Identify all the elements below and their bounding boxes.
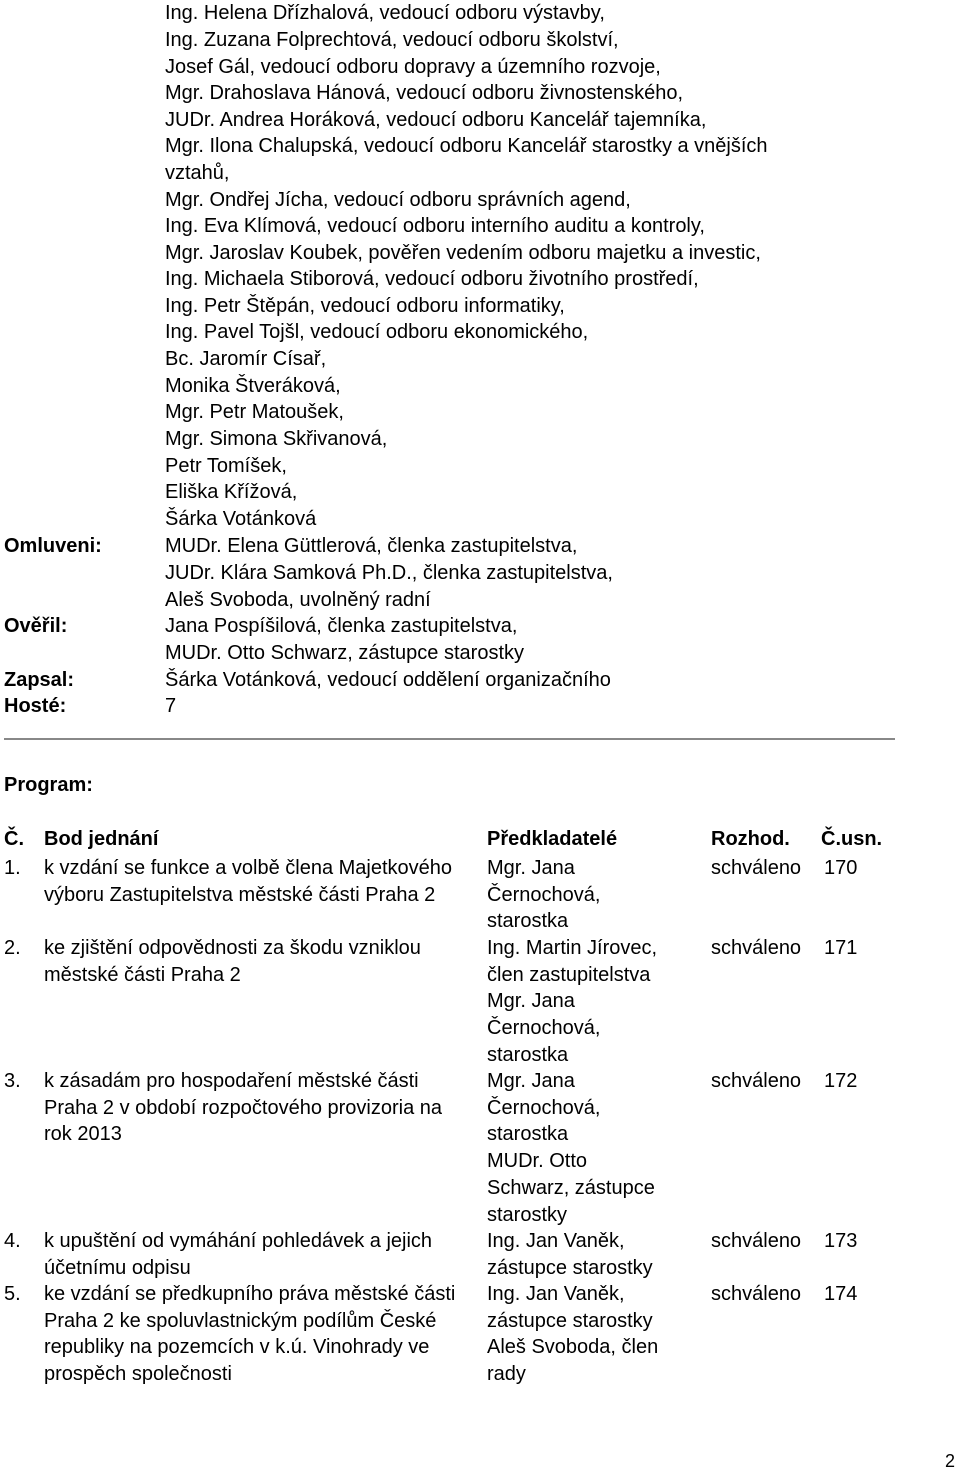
attendee-line: Bc. Jaromír Císař, [165, 348, 327, 370]
row-submitter-line: Aleš Svoboda, člen [487, 1336, 659, 1359]
row-submitter-line: Mgr. Jana [487, 1070, 575, 1092]
attendee-line: Šárka Votánková [165, 508, 317, 530]
row-submitter-line: zástupce starostky [487, 1309, 653, 1332]
row-resolution: 174 [824, 1283, 858, 1305]
attendee-line: Petr Tomíšek, [165, 455, 287, 477]
row-resolution: 170 [824, 857, 858, 879]
attendee-line: Mgr. Jaroslav Koubek, pověřen vedením odboru majetku a investic, [165, 242, 761, 264]
row-submitter-line: Černochová, [487, 1017, 601, 1040]
row-submitter-line: Mgr. Jana [487, 990, 575, 1013]
row-item: ke vzdání se předkupního práva městské části Praha 2 ke spoluvlastnickým podílům České republiky na pozemcích v k.ú. Vinohrady ve prospěch společnosti [44, 1283, 456, 1386]
page-number: 2 [945, 1451, 956, 1471]
guests-label: Hosté: [4, 695, 67, 717]
attendee-line: Ing. Zuzana Folprechtová, vedoucí odboru školství, [165, 29, 619, 51]
row-resolution: 171 [824, 937, 858, 959]
guests-count: 7 [165, 695, 177, 717]
row-decision: schváleno [711, 857, 802, 879]
attendee-line: Mgr. Simona Skřivanová, [165, 428, 388, 450]
excused-line: MUDr. Elena Güttlerová, členka zastupitelstva, [165, 535, 578, 557]
horizontal-divider [4, 738, 895, 740]
attendee-line: JUDr. Andrea Horáková, vedoucí odboru Kancelář tajemníka, [165, 109, 707, 131]
row-submitter-line: starostka [487, 1043, 569, 1066]
verified-by-line: Jana Pospíšilová, členka zastupitelstva, [165, 615, 518, 637]
row-submitter-line: Ing. Martin Jírovec, [487, 937, 658, 959]
excused-line: Aleš Svoboda, uvolněný radní [165, 589, 431, 611]
verified-by-label: Ověřil: [4, 615, 68, 637]
row-submitter-line: Černochová, [487, 1096, 601, 1119]
row-submitter-line: zástupce starostky [487, 1256, 653, 1279]
excused-line: JUDr. Klára Samková Ph.D., členka zastupitelstva, [165, 562, 613, 584]
row-resolution: 172 [824, 1070, 858, 1092]
row-submitter-line: Ing. Jan Vaněk, [487, 1230, 625, 1252]
column-header-decision: Rozhod. [711, 828, 790, 850]
excused-label: Omluveni: [4, 535, 102, 557]
attendee-line: Ing. Petr Štěpán, vedoucí odboru informatiky, [165, 295, 565, 317]
row-submitter-line: starostka [487, 1123, 569, 1146]
row-submitter-line: starostka [487, 910, 569, 933]
program-title: Program: [4, 774, 93, 796]
row-submitter-line: Schwarz, zástupce [487, 1176, 655, 1199]
row-decision: schváleno [711, 1070, 802, 1092]
row-submitter-line: člen zastupitelstva [487, 963, 651, 986]
attendee-line: Mgr. Petr Matoušek, [165, 401, 344, 423]
attendee-line: Ing. Pavel Tojšl, vedoucí odboru ekonomického, [165, 321, 589, 343]
attendee-line: vztahů, [165, 162, 230, 184]
row-item: ke zjištění odpovědnosti za škodu vzniklou městské části Praha 2 [44, 937, 421, 986]
row-submitter-line: Ing. Jan Vaněk, [487, 1283, 625, 1305]
recorded-by-label: Zapsal: [4, 669, 75, 691]
row-decision: schváleno [711, 1283, 802, 1305]
row-decision: schváleno [711, 937, 802, 959]
attendee-line: Ing. Eva Klímová, vedoucí odboru interního auditu a kontroly, [165, 215, 705, 237]
row-number: 3. [4, 1070, 21, 1092]
attendee-line: Mgr. Ilona Chalupská, vedoucí odboru Kancelář starostky a vnějších [165, 135, 768, 157]
column-header-number: Č. [4, 828, 24, 850]
row-number: 1. [4, 857, 21, 879]
column-header-submitters: Předkladatelé [487, 828, 618, 850]
attendee-line: Monika Štveráková, [165, 375, 341, 397]
row-decision: schváleno [711, 1230, 802, 1252]
row-item: k zásadám pro hospodaření městské části Praha 2 v období rozpočtového provizoria na rok 2013 [44, 1070, 443, 1146]
row-submitter-line: Černochová, [487, 883, 601, 906]
column-header-item: Bod jednání [44, 828, 159, 850]
row-submitter-line: MUDr. Otto [487, 1150, 588, 1173]
recorded-by-value: Šárka Votánková, vedoucí oddělení organizačního [165, 669, 611, 691]
row-number: 4. [4, 1230, 21, 1252]
attendee-line: Josef Gál, vedoucí odboru dopravy a územního rozvoje, [165, 56, 661, 78]
row-resolution: 173 [824, 1230, 858, 1252]
row-item: k vzdání se funkce a volbě člena Majetkového výboru Zastupitelstva městské části Praha 2 [44, 857, 453, 906]
attendee-line: Ing. Michaela Stiborová, vedoucí odboru životního prostředí, [165, 268, 699, 290]
row-submitter-line: rady [487, 1363, 526, 1386]
column-header-resolution: Č.usn. [821, 828, 883, 850]
row-submitter-line: Mgr. Jana [487, 857, 575, 879]
row-number: 5. [4, 1283, 21, 1305]
row-item: k upuštění od vymáhání pohledávek a jejich účetnímu odpisu [44, 1230, 433, 1279]
verified-by-line: MUDr. Otto Schwarz, zástupce starostky [165, 642, 524, 664]
attendee-line: Mgr. Ondřej Jícha, vedoucí odboru správních agend, [165, 189, 631, 211]
attendee-line: Mgr. Drahoslava Hánová, vedoucí odboru živnostenského, [165, 82, 684, 104]
attendee-line: Ing. Helena Dřízhalová, vedoucí odboru výstavby, [165, 2, 605, 24]
row-submitter-line: starostky [487, 1203, 568, 1226]
row-number: 2. [4, 937, 21, 959]
attendee-line: Eliška Křížová, [165, 481, 298, 503]
